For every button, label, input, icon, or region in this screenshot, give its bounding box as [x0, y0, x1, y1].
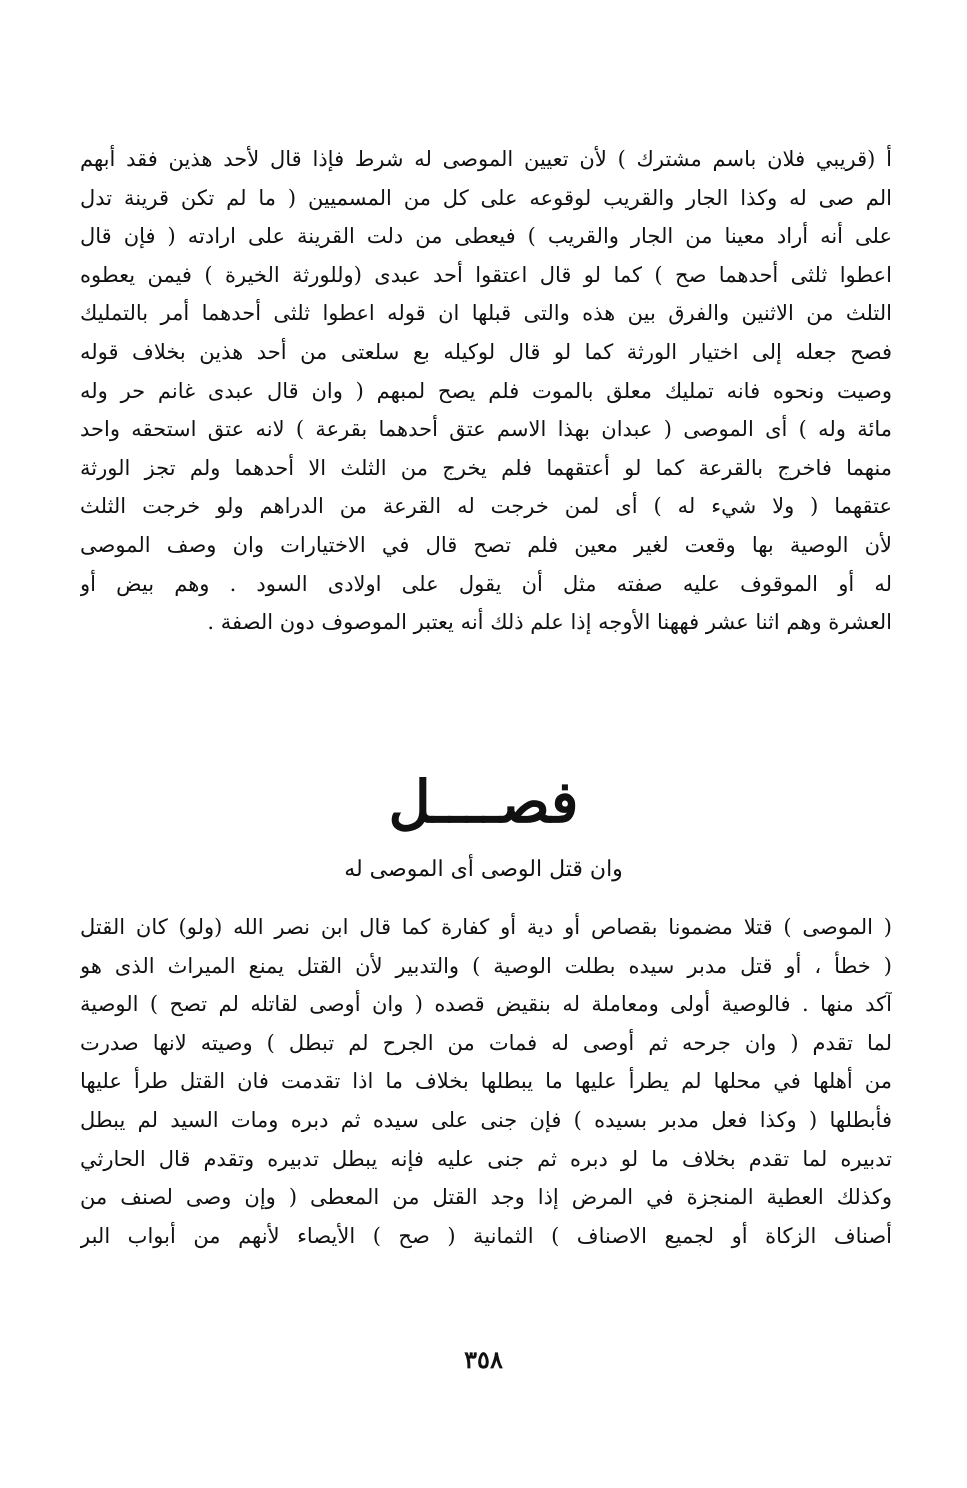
text-line: فأبطلها ( وكذا فعل مدبر بسيده ) فإن جنى على سيده ثم دبره ومات السيد لم يبطل	[80, 1107, 892, 1132]
top-paragraph	[80, 140, 892, 642]
page-number: ٣٥٨	[464, 1345, 503, 1374]
text-line: فصح جعله إلى اختيار الورثة كما لو قال لوكيله بع سلعتى من أحد هذين بخلاف قوله	[80, 339, 892, 364]
text-line: عتقهما ( ولا شيء له ) أى لمن خرجت له القرعة من الدراهم ولو خرجت الثلث	[80, 494, 892, 519]
bottom-paragraph	[80, 908, 892, 1255]
text-line: أصناف الزكاة أو لجميع الاصناف ) الثمانية ( صح ) الأيصاء لأنهم من أبواب البر	[80, 1223, 892, 1248]
text-line: ( الموصى ) قتلا مضمونا بقصاص أو دية أو كفارة كما قال ابن نصر الله (ولو) كان القتل	[80, 915, 892, 939]
text-line: له أو الموقوف عليه صفته مثل أن يقول على اولادى السود . وهم بيض أو	[80, 571, 892, 596]
text-line: الم صى له وكذا الجار والقريب لوقوعه على كل من المسميين ( ما لم تكن قرينة تدل	[80, 185, 892, 210]
text-line: تدبيره لما تقدم بخلاف ما لو دبره ثم جنى عليه فإنه يبطل تدبيره وتقدم قال الحارثي	[80, 1146, 892, 1171]
text-line: ( خطأ ، أو قتل مدبر سيده بطلت الوصية ) والتدبير لأن القتل يمنع الميراث الذى هو	[80, 953, 892, 978]
section-heading: فصــــل	[388, 768, 579, 836]
text-line: لما تقدم ( وان جرحه ثم أوصى له فمات من الجرح لم تبطل ) وصيته لانها صدرت	[80, 1030, 892, 1055]
text-line: مائة وله ) أى الموصى ( عبدان بهذا الاسم عتق أحدهما بقرعة ) لانه عتق استحقه واحد	[80, 417, 892, 442]
text-line: وصيت ونحوه فانه تمليك معلق بالموت فلم يصح لمبهم ( وان قال عبدى غانم حر وله	[80, 378, 892, 403]
text-line: اعطوا ثلثى أحدهما صح ) كما لو قال اعتقوا أحد عبدى (وللورثة الخيرة ) فيمن يعطوه	[80, 262, 892, 287]
text-line: آكد منها . فالوصية أولى ومعاملة له بنقيض قصده ( وان أوصى لقاتله لم تصح ) الوصية	[80, 992, 892, 1017]
text-line: من أهلها في محلها لم يطرأ عليها ما يبطلها بخلاف ما اذا تقدمت فان القتل طرأ عليها	[80, 1069, 892, 1094]
text-line: التلث من الاثنين والفرق بين هذه والتى قبلها ان قوله اعطوا ثلثى أحدهما أمر بالتمليك	[80, 301, 892, 326]
text-line: أ (قريبي فلان باسم مشترك ) لأن تعيين الموصى له شرط فإذا قال لأحد هذين فقد أبهم	[80, 147, 892, 171]
text-line: وكذلك العطية المنجزة في المرض إذا وجد القتل من المعطى ( وإن وصى لصنف من	[80, 1185, 892, 1210]
text-line: لأن الوصية بها وقعت لغير معين فلم تصح قال في الاختيارات وان وصف الموصى	[80, 532, 892, 557]
text-line: على أنه أراد معينا من الجار والقريب ) فيعطى من دلت القرينة على ارادته ( فإن قال	[80, 224, 892, 249]
section-subheading: وان قتل الوصى أى الموصى له	[344, 857, 623, 882]
text-line: العشرة وهم اثنا عشر فههنا الأوجه إذا علم ذلك أنه يعتبر الموصوف دون الصفة .	[207, 610, 892, 635]
text-line: منهما فاخرج بالقرعة كما لو أعتقهما فلم يخرج من الثلث الا أحدهما ولم تجز الورثة	[80, 455, 892, 480]
